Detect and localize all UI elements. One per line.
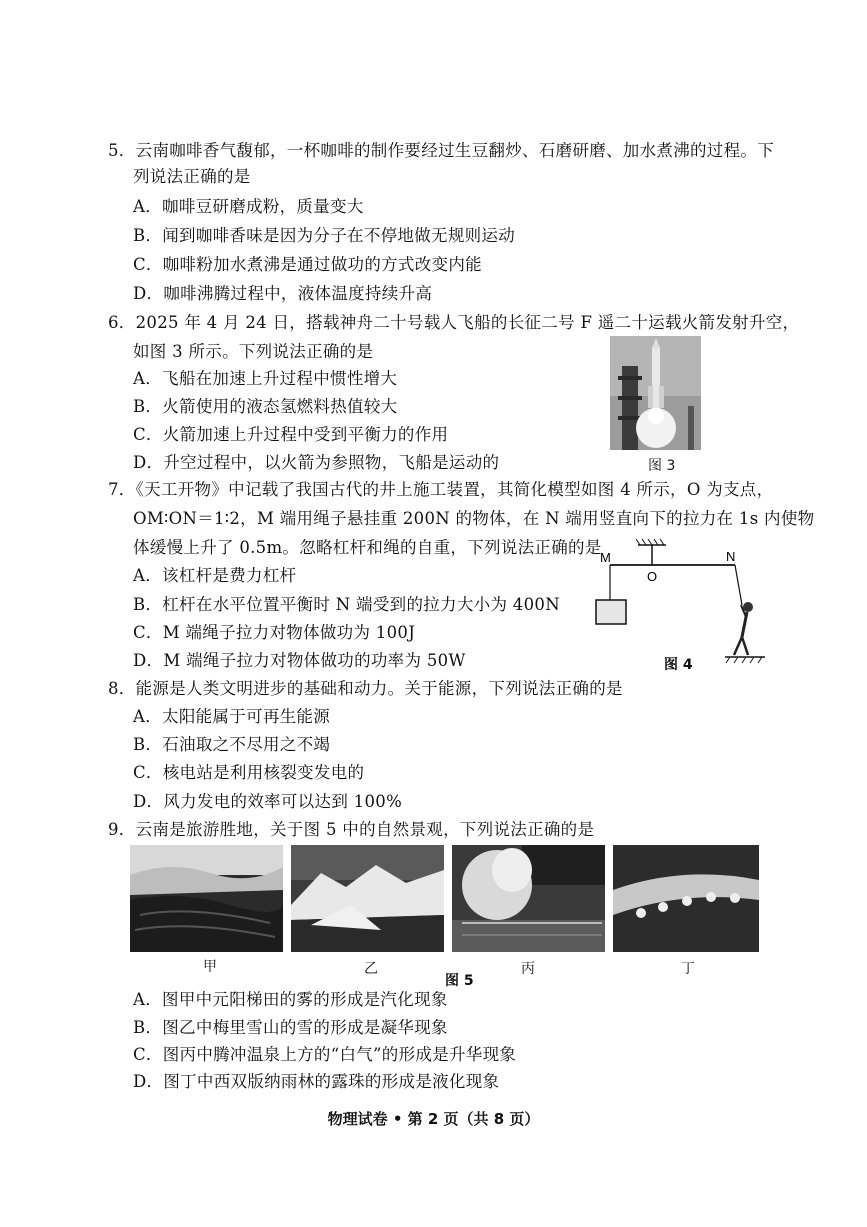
photo-yi-snow-mountain: [291, 845, 444, 952]
q5-stem-line2: 列说法正确的是: [133, 167, 251, 186]
q8-stem-line1: 8．能源是人类文明进步的基础和动力。关于能源，下列说法正确的是: [108, 679, 623, 698]
q9-option-a: A．图甲中元阳梯田的雾的形成是汽化现象: [133, 990, 448, 1009]
label-o: O: [647, 569, 658, 584]
q7-stem-line2: OM∶ON＝1∶2，M 端用绳子悬挂重 200N 的物体，在 N 端用竖直向下的拉力在 1s 内使物: [133, 509, 815, 528]
q7-option-b: B．杠杆在水平位置平衡时 N 端受到的拉力大小为 400N: [133, 595, 560, 614]
q6-option-b: B．火箭使用的液态氢燃料热值较大: [133, 397, 398, 416]
q5-stem-line1: 5．云南咖啡香气馥郁，一杯咖啡的制作要经过生豆翻炒、石磨研磨、加水煮沸的过程。下: [108, 141, 774, 160]
q7-stem-line1: 7．《天工开物》中记载了我国古代的井上施工装置，其简化模型如图 4 所示，O 为支点，: [108, 480, 774, 499]
q8-option-a: A．太阳能属于可再生能源: [133, 707, 331, 726]
q6-stem-line1: 6．2025 年 4 月 24 日，搭载神舟二十号载人飞船的长征二号 F 遥二十运载火箭发射升空，: [108, 313, 800, 332]
q8-option-d: D．风力发电的效率可以达到 100%: [133, 792, 403, 811]
figure-4-caption: 图 4: [664, 657, 693, 673]
q7-option-c: C．M 端绳子拉力对物体做功为 100J: [133, 623, 416, 642]
figure-3-caption: 图 3: [648, 458, 676, 474]
q9-option-d: D．图丁中西双版纳雨林的露珠的形成是液化现象: [133, 1072, 500, 1091]
q5-option-a: A．咖啡豆研磨成粉，质量变大: [133, 197, 364, 216]
rocket-launch-photo: [610, 336, 701, 450]
figure-5-caption: 图 5: [445, 973, 474, 989]
lever-diagram: [590, 535, 780, 670]
q6-option-d: D．升空过程中，以火箭为参照物，飞船是运动的: [133, 453, 500, 472]
q8-option-c: C．核电站是利用核裂变发电的: [133, 763, 365, 782]
q7-option-a: A．该杠杆是费力杠杆: [133, 566, 297, 585]
photo-bing-hot-spring: [452, 845, 605, 952]
label-yi: 乙: [364, 961, 378, 977]
label-bing: 丙: [521, 961, 535, 977]
q6-option-a: A．飞船在加速上升过程中惯性增大: [133, 369, 398, 388]
q9-option-b: B．图乙中梅里雪山的雪的形成是凝华现象: [133, 1018, 448, 1037]
q5-option-b: B．闻到咖啡香味是因为分子在不停地做无规则运动: [133, 226, 516, 245]
label-jia: 甲: [203, 959, 217, 975]
q8-option-b: B．石油取之不尽用之不竭: [133, 735, 331, 754]
label-m: M: [600, 550, 611, 565]
q5-option-d: D．咖啡沸腾过程中，液体温度持续升高: [133, 284, 433, 303]
q7-option-d: D．M 端绳子拉力对物体做功的功率为 50W: [133, 651, 466, 670]
q6-option-c: C．火箭加速上升过程中受到平衡力的作用: [133, 425, 449, 444]
label-ding: 丁: [681, 961, 695, 977]
q9-stem-line1: 9．云南是旅游胜地，关于图 5 中的自然景观，下列说法正确的是: [108, 820, 595, 839]
q5-option-c: C．咖啡粉加水煮沸是通过做功的方式改变内能: [133, 255, 482, 274]
photo-ding-dew-drops: [613, 845, 759, 952]
q7-stem-line3: 体缓慢上升了 0.5m。忽略杠杆和绳的自重，下列说法正确的是: [133, 538, 602, 557]
page-footer: 物理试卷 • 第 2 页（共 8 页）: [327, 1110, 540, 1128]
photo-jia-terraces-fog: [130, 845, 283, 952]
q6-stem-line2: 如图 3 所示。下列说法正确的是: [133, 342, 374, 361]
q9-option-c: C．图丙中腾冲温泉上方的“白气”的形成是升华现象: [133, 1045, 517, 1064]
label-n: N: [726, 549, 736, 564]
